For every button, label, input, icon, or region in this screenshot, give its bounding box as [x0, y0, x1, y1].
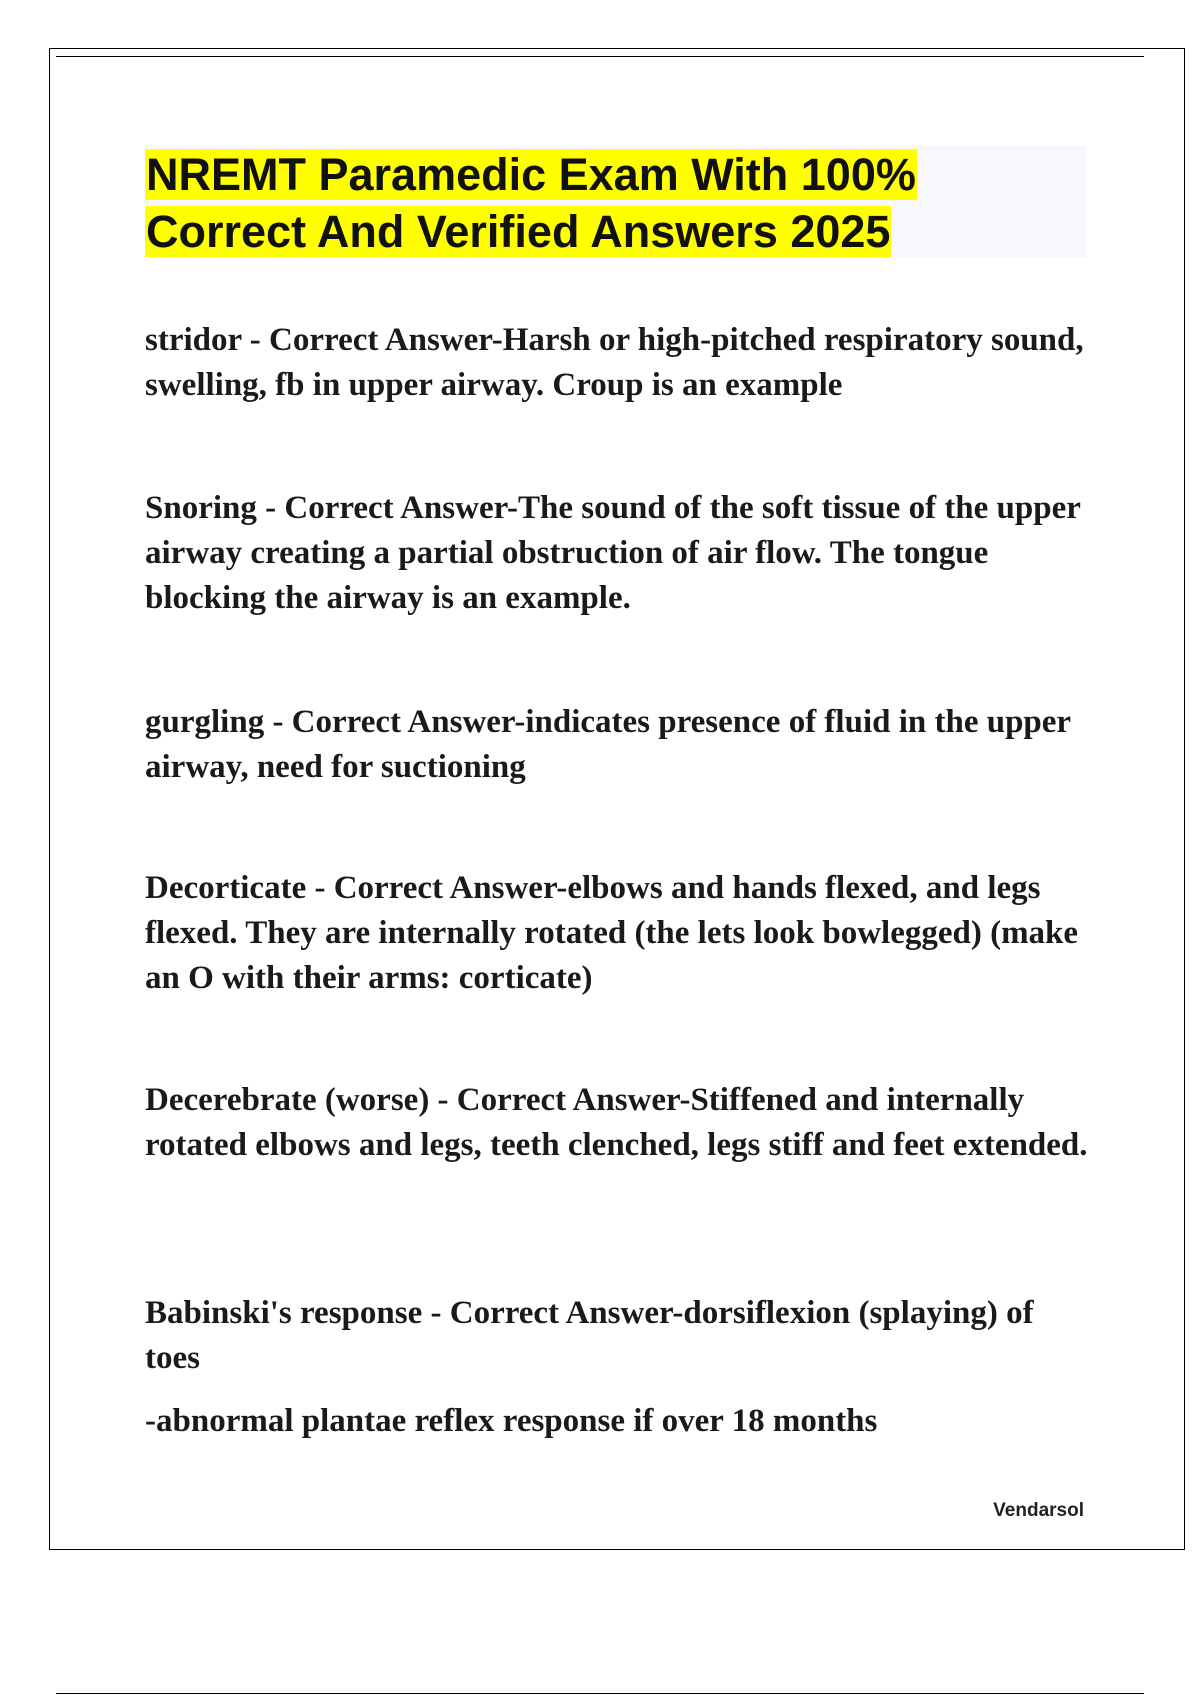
- qa-item-snoring: Snoring - Correct Answer-The sound of the soft tissue of the upper airway creating a partial obstruction of air flow. The tongue blocking the airway is an example.: [145, 490, 1081, 616]
- qa-item-gurgling: gurgling - Correct Answer-indicates presence of fluid in the upper airway, need for suctioning: [145, 704, 1071, 785]
- qa-item-decorticate: Decorticate - Correct Answer-elbows and hands flexed, and legs flexed. They are internally rotated (the lets look bowlegged) (make an O with their arms: corticate): [145, 870, 1079, 996]
- title-block: [145, 146, 1087, 258]
- footer-brand: Vendarsol: [993, 1500, 1084, 1521]
- bottom-rule: [56, 1693, 1144, 1694]
- qa-item-babinski: Babinski's response - Correct Answer-dorsiflexion (splaying) of toes: [145, 1295, 1034, 1376]
- qa-item-stridor: stridor - Correct Answer-Harsh or high-pitched respiratory sound, swelling, fb in upper airway. Croup is an example: [145, 322, 1084, 403]
- top-rule: [56, 56, 1144, 57]
- page-title: [145, 146, 1087, 260]
- qa-item-decerebrate: Decerebrate (worse) - Correct Answer-Stiffened and internally rotated elbows and legs, teeth clenched, legs stiff and feet extended.: [145, 1082, 1088, 1163]
- title-line-2: Correct And Verified Answers 2025: [146, 206, 891, 257]
- title-line-1: NREMT Paramedic Exam With 100%: [146, 149, 916, 200]
- qa-item-babinski-note: -abnormal plantae reflex response if over 18 months: [145, 1403, 878, 1439]
